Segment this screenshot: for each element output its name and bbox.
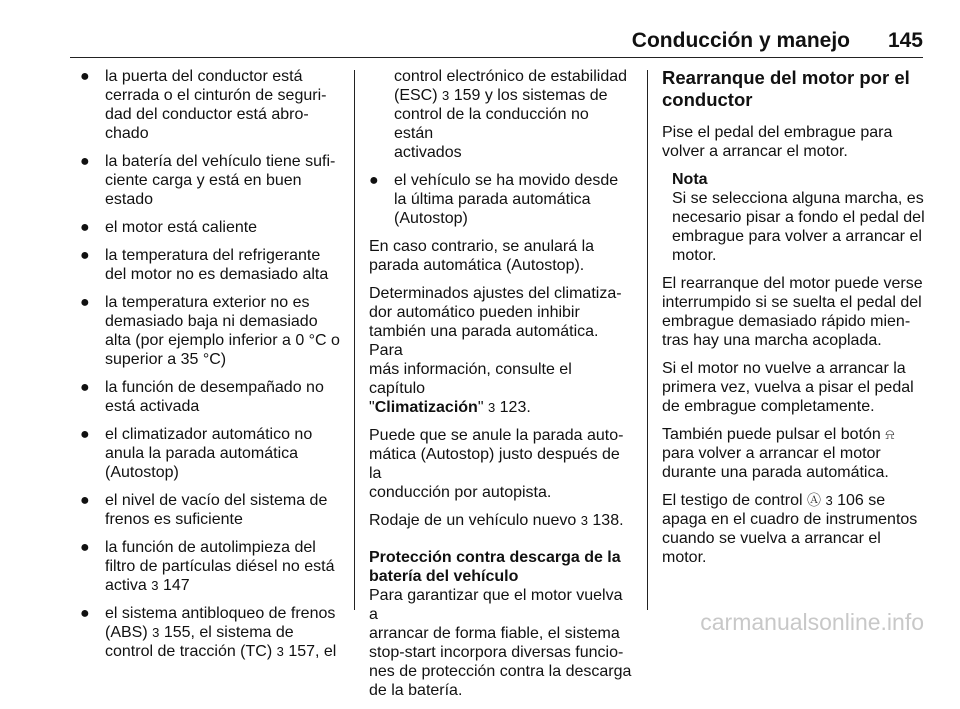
paragraph: El rearranque del motor puede verse interrumpido si se suelta el pedal del embrague demasiado rápido mien‐ tras hay una marcha acoplada. <box>662 275 923 349</box>
section-heading: Rearranque del motor por el conductor <box>662 67 910 110</box>
bullet-icon: ● <box>80 219 90 236</box>
page-header <box>0 25 960 55</box>
page-reference[interactable]: 123 <box>499 399 527 416</box>
paragraph: Puede que se anule la parada auto‐ mática (Autostop) justo después de la conducción por autopista. <box>369 427 624 501</box>
bullet-icon: ● <box>80 539 90 556</box>
bullet-icon: ● <box>80 492 90 509</box>
page-number: 145 <box>887 29 923 52</box>
column-1 <box>80 67 348 670</box>
page-reference[interactable]: 157 <box>288 643 316 660</box>
reference-arrow-icon: 3 <box>276 644 284 659</box>
paragraph: También puede pulsar el botón ⍾ para volver a arrancar el motor durante una parada automática. <box>662 426 895 481</box>
reference-arrow-icon: 3 <box>442 88 450 103</box>
paragraph: El testigo de control Ⓐ 3 106 se apaga en el cuadro de instrumentos cuando se vuelva a arrancar el motor. <box>662 492 918 566</box>
page-reference[interactable]: 159 <box>453 87 481 104</box>
list-item-text: el nivel de vacío del sistema de frenos es suficiente <box>105 492 328 528</box>
list-item <box>80 67 348 143</box>
bullet-icon: ● <box>369 172 379 189</box>
header-rule <box>70 57 923 58</box>
note-box <box>662 170 928 265</box>
note-text: Si se selecciona alguna marcha, es necesario pisar a fondo el pedal del embrague para volver a arrancar el motor. <box>672 190 925 264</box>
list-item: ● el vehículo se ha movido desde la última parada automática (Autostop) <box>369 172 619 227</box>
list-item <box>80 152 348 209</box>
list-item <box>80 246 348 284</box>
bullet-icon: ● <box>80 379 90 396</box>
list-item: ● la función de autolimpieza del filtro de partículas diésel no está activa 3 147 <box>80 539 335 594</box>
column-2 <box>369 67 632 709</box>
reference-arrow-icon: 3 <box>825 493 833 508</box>
bullet-icon: ● <box>80 605 90 622</box>
column-divider <box>647 70 648 610</box>
list-item <box>80 293 348 369</box>
reference-arrow-icon: 3 <box>151 578 159 593</box>
column-divider <box>354 70 355 610</box>
page-reference[interactable]: 138 <box>592 512 620 529</box>
paragraph: Si el motor no vuelve a arrancar la primera vez, vuelva a pisar el pedal de embrague completamente. <box>662 360 914 415</box>
list-item-text: el motor está caliente <box>105 219 258 236</box>
list-item-text: la puerta del conductor está cerrada o el cinturón de seguri‐ dad del conductor está abro‐ chado <box>105 68 327 142</box>
bullet-icon: ● <box>80 426 90 443</box>
bullet-icon: ● <box>80 153 90 170</box>
list-item-text: la función de desempañado no está activada <box>105 379 324 415</box>
reference-arrow-icon: 3 <box>152 625 160 640</box>
page-reference[interactable]: 147 <box>162 577 190 594</box>
autostop-button-icon: ⍾ <box>885 426 895 442</box>
autostop-lamp-icon: Ⓐ <box>806 492 821 508</box>
subheading: Protección contra descarga de la batería del vehículo <box>369 549 621 585</box>
bullet-icon: ● <box>80 294 90 311</box>
reference-arrow-icon: 3 <box>487 400 496 415</box>
watermark: carmanualsonline.info <box>700 609 924 635</box>
list-item-text: el climatizador automático no anula la parada automática (Autostop) <box>105 426 313 481</box>
chapter-link[interactable]: Climatización <box>374 399 478 416</box>
paragraph: Pise el pedal del embrague para volver a arrancar el motor. <box>662 124 893 160</box>
paragraph: Determinados ajustes del climatiza‐ dor automático pueden inhibir también una parada automática. Para más información, consulte el capítulo "Climatización" 3 123. <box>369 285 622 416</box>
list-item-text: la temperatura del refrigerante del motor no es demasiado alta <box>105 247 329 283</box>
list-item <box>80 491 348 529</box>
column-3 <box>662 67 928 576</box>
list-item <box>80 378 348 416</box>
bullet-icon: ● <box>80 68 90 85</box>
note-title: Nota <box>672 171 708 188</box>
page-reference[interactable]: 155 <box>163 624 191 641</box>
page-reference[interactable]: 106 <box>837 492 864 509</box>
reference-arrow-icon: 3 <box>580 513 588 528</box>
list-item-continued: control electrónico de estabilidad (ESC) 3 159 y los sistemas de control de la conducción no están activados <box>394 68 628 161</box>
list-item <box>80 425 348 482</box>
section-title: Conducción y manejo <box>631 29 850 52</box>
list-item-text: la temperatura exterior no es demasiado baja ni demasiado alta (por ejemplo inferior a 0 °C o superior a 35 °C) <box>105 294 340 368</box>
list-item: ● el sistema antibloqueo de frenos (ABS) 3 155, el sistema de control de tracción (TC) 3 157, el <box>80 605 337 660</box>
paragraph: En caso contrario, se anulará la parada automática (Autostop). <box>369 238 595 274</box>
paragraph: Para garantizar que el motor vuelva a arrancar de forma fiable, el sistema stop-start incorpora diversas funcio‐ nes de protección contra la descarga de la batería. <box>369 587 632 699</box>
list-item-text: la batería del vehículo tiene sufi‐ ciente carga y está en buen estado <box>105 153 336 208</box>
list-item <box>80 218 348 237</box>
bullet-icon: ● <box>80 247 90 264</box>
paragraph: Rodaje de un vehículo nuevo 3 138. <box>369 512 624 529</box>
